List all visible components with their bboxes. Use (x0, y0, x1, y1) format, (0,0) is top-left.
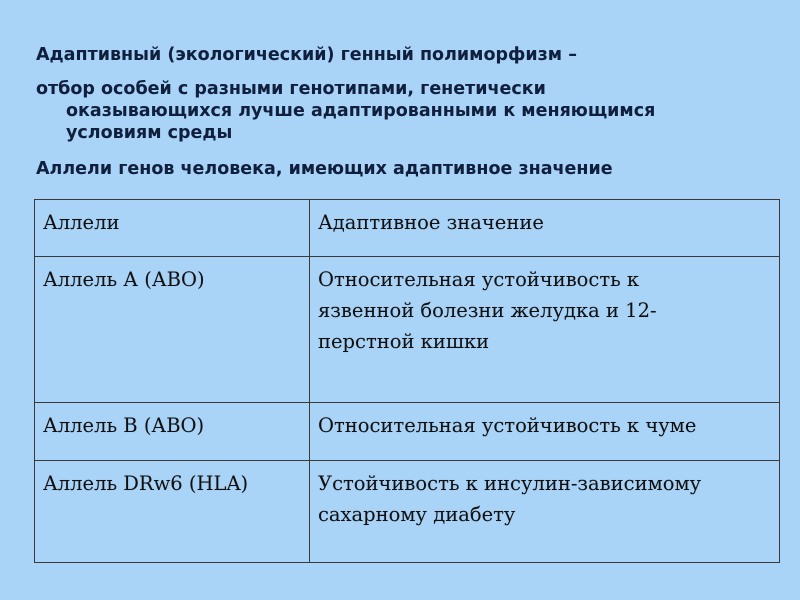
heading-line-4: условиям среды (66, 123, 233, 143)
heading-line-2: отбор особей с разными генотипами, генетически (36, 79, 546, 99)
meaning-cell (310, 403, 780, 461)
table-header-row (35, 200, 780, 257)
meaning-line: перстной кишки (318, 330, 490, 353)
meaning-line: Относительная устойчивость к чуме (318, 414, 697, 437)
meaning-line: Относительная устойчивость к (318, 268, 640, 291)
meaning-cell (310, 257, 780, 403)
meaning-line: язвенной болезни желудка и 12- (318, 299, 657, 322)
meaning-line: сахарному диабету (318, 503, 516, 526)
slide-heading (36, 44, 776, 180)
table-row (35, 257, 780, 403)
header-cell-meaning: Адаптивное значение (310, 200, 780, 257)
header-cell-alleles: Аллели (35, 200, 310, 257)
allele-cell: Аллель DRw6 (HLA) (35, 461, 310, 563)
meaning-cell (310, 461, 780, 563)
table-row (35, 403, 780, 461)
heading-line-3: оказывающихся лучше адаптированными к меняющимся (66, 101, 656, 121)
heading-line-5: Аллели генов человека, имеющих адаптивное значение (36, 159, 613, 179)
allele-cell: Аллель А (АВО) (35, 257, 310, 403)
table-row (35, 461, 780, 563)
alleles-table (34, 199, 780, 563)
meaning-line: Устойчивость к инсулин-зависимому (318, 472, 702, 495)
allele-cell: Аллель В (АВО) (35, 403, 310, 461)
heading-line-1: Адаптивный (экологический) генный полиморфизм – (36, 45, 577, 65)
